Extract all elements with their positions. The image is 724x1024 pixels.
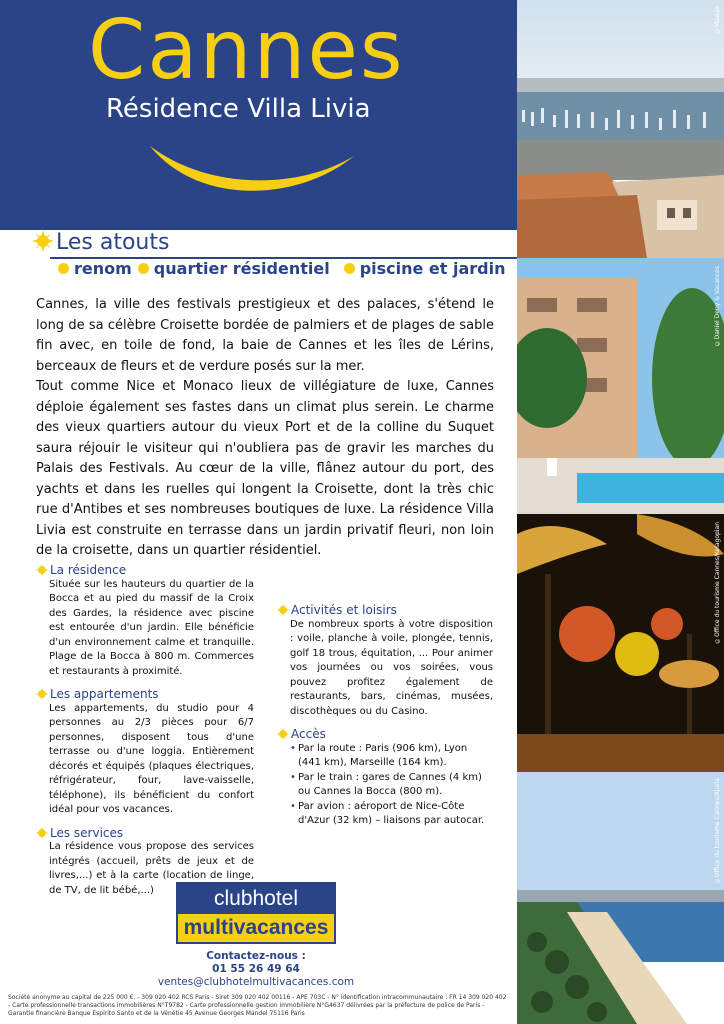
atouts-tags [58, 259, 506, 278]
section-appartements [36, 687, 254, 818]
contact-label: Contactez-nous : [206, 950, 306, 962]
list-item: • Par la route : Paris (906 km), Lyon (441 km), Marseille (164 km). [290, 742, 493, 771]
tag-item [344, 259, 506, 278]
section-activites [277, 603, 493, 719]
section-heading-label: Les appartements [50, 687, 159, 701]
sun-icon [36, 564, 48, 576]
sun-icon [277, 728, 289, 740]
atouts-heading: Les atouts [56, 230, 170, 255]
section-heading [36, 687, 254, 702]
section-heading-label: Activités et loisirs [291, 603, 397, 617]
tag-label: piscine et jardin [359, 259, 506, 278]
section-heading [36, 826, 254, 841]
section-body: La résidence vous propose des services intégrés (accueil, prêts de jeux et de livres,...) et à la carte (location de linge, de TV, de lit bébé,...) [49, 841, 254, 896]
page-subtitle: Résidence Villa Livia [106, 94, 371, 124]
logo-line-2: multivacances [178, 914, 334, 942]
section-heading-label: La résidence [50, 563, 127, 577]
section-heading-label: Accès [291, 727, 326, 741]
bullet-dot-icon [344, 263, 355, 274]
photo-credit: ©Daniel Deny & Vacances [714, 266, 721, 347]
intro-paragraph: Tout comme Nice et Monaco lieux de villégiature de luxe, Cannes déploie également ses fastes dans un climat plus serein. Le charme des vieux quartiers autour du vieux Port et de la colline du Suquet saura réjouir le visiteur qui n'oubliera pas de gravir les marches du Palais des Festivals. Au cœur de la ville, flânez autour du port, des yachts et dans les ruelles qui longent la Croisette, dont la très chic rue d'Antibes et ses nombreuses boutiques de luxe. La résidence Villa Livia est construite en terrasse dans un jardin privatif fleuri, non loin de la croisette, dans un quartier résidentiel. [36, 379, 494, 558]
list-item: • Par avion : aéroport de Nice-Côte d'Azur (32 km) – liaisons par autocar. [290, 800, 493, 829]
section-heading [277, 603, 493, 618]
section-heading-label: Les services [50, 825, 124, 840]
tag-label: renom [74, 259, 132, 278]
intro-text [36, 295, 494, 562]
sun-icon [36, 688, 48, 700]
bullet-dot-icon [138, 263, 149, 274]
fireworks-photo [517, 514, 724, 772]
tag-item [58, 259, 132, 278]
photo-credit: ©Office du tourisme Cannes/Ajuria [714, 778, 721, 885]
list-item: • Par le train : gares de Cannes (4 km) ou Cannes la Bocca (800 m). [290, 771, 493, 800]
right-column [277, 563, 493, 837]
photo-credit: ©Mawax [714, 6, 721, 34]
tag-label: quartier résidentiel [153, 259, 330, 278]
photo-column [517, 0, 724, 1024]
logo-line-1: clubhotel [178, 884, 334, 914]
section-body: Les appartements, du studio pour 4 personnes au 2/3 pièces pour 6/7 personnes, disposent tous d'une terrasse ou d'une loggia. Entièrement décorés et équipés (plaques électriques, réfrigérateur, four, lave-vaisselle, téléphone), ils bénéficient du confort idéal pour vos vacances. [49, 702, 254, 815]
photo-credit: ©Alsaku [714, 982, 721, 1009]
croisette-photo [517, 772, 724, 1024]
intro-paragraph: Cannes, la ville des festivals prestigieux et des palaces, s'étend le long de sa célèbre Croisette bordée de palmiers et de plages de sable fin avec, en toile de fond, la baie de Cannes et les îles de Lérins, berceaux de fleurs et de verdure posés sur la mer. [36, 297, 494, 374]
harbour-photo [517, 0, 724, 258]
bullet-dot-icon [58, 263, 69, 274]
contact-block [140, 950, 372, 989]
section-acces [277, 727, 493, 829]
residence-photo [517, 258, 724, 514]
sun-icon [277, 604, 289, 616]
left-column [36, 563, 254, 906]
section-body: De nombreux sports à votre disposition : voile, planche à voile, plongée, tennis, golf 18 trous, équitation, ... Pour animer vos journées ou vos soirées, vous pouvez profitez également de restaurants, bars, cinémas, musées, discothèques ou du Casino. [290, 618, 493, 717]
contact-email[interactable]: ventes@clubhotelmultivacances.com [157, 976, 355, 988]
sun-icon [32, 230, 54, 252]
section-heading [36, 563, 254, 578]
section-body: Située sur les hauteurs du quartier de la Bocca et au pied du massif de la Croix des Gardes, la résidence avec piscine est entourée d'un jardin. Elle bénéficie d'un environnement calme et tranquille. Plage de la Bocca à 800 m. Commerces et restaurants à proximité. [49, 578, 254, 677]
section-heading [277, 727, 493, 742]
page-title: Cannes [88, 3, 405, 98]
acces-list [277, 742, 493, 829]
header-band [0, 0, 517, 230]
sun-icon [36, 827, 48, 839]
contact-phone[interactable]: 01 55 26 49 64 [212, 963, 300, 975]
smile-logo-icon [148, 138, 358, 202]
section-residence [36, 563, 254, 679]
photo-credit: ©Office du tourisme Cannes/Kelagopian [714, 522, 721, 644]
legal-footer: Société anonyme au capital de 225 000 €. - 309 020 402 RCS Paris - Siret 309 020 402 00116 - APE 703C - N° identification intracommunautaire : FR 14 309 020 402 - Carte professionnelle transactions immobilières N°T9782 - Carte professionnelle gestion immobilière N°G4637 délivrées par la préfecture de police de Paris - Garantie financière Banque Espirito Santo et de la Vénétie 45 Avenue Georges Mandel 75116 Paris [8, 994, 507, 1017]
tag-item [138, 259, 330, 278]
clubhotel-logo [176, 882, 336, 944]
